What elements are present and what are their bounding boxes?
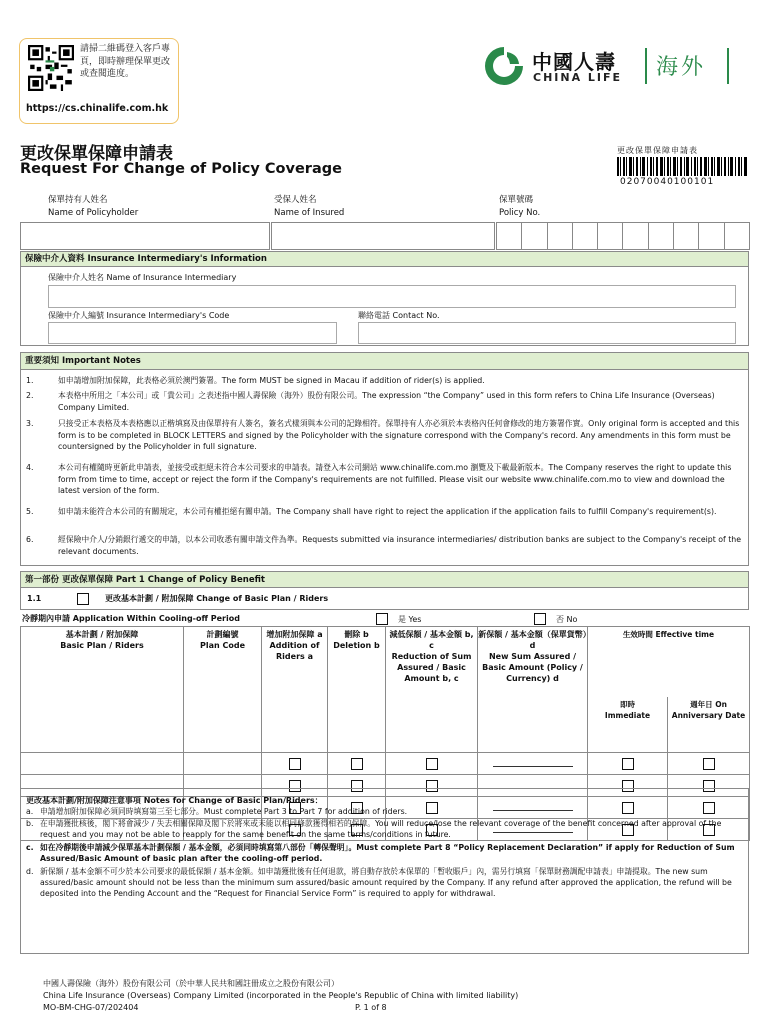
policyholder-label-en: Name of Policyholder [48, 208, 139, 218]
anniversary-checkbox[interactable] [703, 758, 715, 770]
intermediary-code-field[interactable] [48, 322, 337, 344]
footer-company-en: China Life Insurance (Overseas) Company Limited (incorporated in the People's Republic of China with limited liability) [43, 991, 519, 1000]
insured-name-field[interactable] [271, 222, 495, 250]
cooling-off-no-label: 否 No [556, 615, 578, 624]
important-notes-header: 重要須知 Important Notes [20, 352, 749, 370]
important-note-6: 6. 經保險中介人/分銷銀行遞交的申請，以本公司收悉有關申請文件為準。Requests submitted via insurance intermediaries/ distribution banks are subject to the Company's receipt of the relevant documents. [26, 535, 742, 556]
barcode-number: 02070040100101 [620, 177, 715, 187]
part1-subsection-number: 1.1 [27, 594, 42, 603]
form-title-english: Request For Change of Policy Coverage [20, 161, 342, 177]
new-sum-field[interactable] [493, 758, 573, 767]
basic-plan-cell[interactable] [21, 753, 184, 775]
logo-english-text: CHINA LIFE [533, 71, 623, 84]
part1-subsection-row [20, 588, 749, 610]
form-title-chinese: 更改保單保障申請表 [20, 144, 173, 164]
addition-checkbox[interactable] [289, 758, 301, 770]
intermediary-code-label: 保險中介人編號 Insurance Intermediary's Code [48, 311, 230, 320]
contact-no-field[interactable] [358, 322, 736, 344]
col-deletion: 刪除 b Deletion b [328, 627, 386, 753]
policy-number-field[interactable] [496, 222, 750, 250]
contact-no-label: 聯絡電話 Contact No. [358, 311, 440, 320]
important-note-1: 1. 如申請增加附加保障，此表格必須於澳門簽署。The form MUST be signed in Macau if addition of rider(s) is applied. [26, 376, 485, 385]
footer-page-number: P. 1 of 8 [355, 1003, 387, 1012]
part1-section-header: 第一部份 更改保單保障 Part 1 Change of Policy Benefit [20, 571, 749, 588]
insured-label-cn: 受保人姓名 [274, 195, 317, 205]
col-effective-time: 生效時間 Effective time [588, 627, 750, 697]
barcode-icon [617, 157, 747, 176]
col-reduction-sum: 減低保額 / 基本金額 b, c Reduction of Sum Assured / Basic Amount b, c [386, 627, 478, 753]
logo-chinese-text: 中國人壽 [532, 50, 616, 74]
plan-code-cell[interactable] [184, 753, 262, 775]
col-plan-code: 計劃編號 Plan Code [184, 627, 262, 753]
insured-label-en: Name of Insured [274, 208, 345, 218]
col-new-sum: 新保額 / 基本金額（保單貨幣）d New Sum Assured / Basic Amount (Policy / Currency) d [478, 627, 588, 753]
policy-no-label-cn: 保單號碼 [499, 195, 534, 205]
important-note-5: 5. 如申請未能符合本公司的有關規定，本公司有權拒絕有關申請。The Company shall have right to reject the application if the application fails to fulfill Company's requirement(s). [26, 507, 717, 516]
col-anniversary: 週年日 On Anniversary Date [668, 697, 750, 753]
change-note-b: b. 在申請獲批核後，閣下將會減少 / 失去相關保障及閣下於將來或未能以相同條款獲得相若的保障。You will reduce/lose the relevant coverage of the benefit concerned after approval of the request and you may not be able to reapply for the same benefit on the same terms/conditions in future. [26, 819, 722, 839]
footer-form-code: MO-BM-CHG-07/202404 [43, 1003, 139, 1012]
policyholder-name-field[interactable] [20, 222, 270, 250]
deletion-checkbox[interactable] [351, 758, 363, 770]
footer-company-cn: 中國人壽保險（海外）股份有限公司（於中華人民共和國註冊成立之股份有限公司） [43, 979, 339, 988]
logo-divider-right [727, 48, 729, 84]
important-note-4: 4. 本公司有權隨時更新此申請表，並接受或拒絕未符合本公司要求的申請表。請登入本公司網站 www.chinalife.com.mo 瀏覽及下載最新版本。The Company reserves the right to update this form from time to time, accept or reject the form if the Company's requirements are not fulfilled. Please visit our website www.chinalife.com.mo to view and download the latest version of the form. [26, 463, 732, 495]
barcode-label: 更改保單保障申請表 [617, 146, 698, 155]
reduction-checkbox[interactable] [426, 758, 438, 770]
important-note-3: 3. 只接受正本表格及本表格應以正楷填寫及由保單持有人簽名，簽名式樣須與本公司的記錄相符。保單持有人亦必須於本表格內任何會修改的地方簽署作實。Only original form is accepted and this form is to be completed in BLOCK LETTERS and signed by the Policyholder with the signature correspond with the Company's record. Any amendments in this form must be countersigned by the Policyholder in full signature. [26, 419, 740, 451]
col-immediate: 即時 Immediate [588, 697, 668, 753]
logo-divider [645, 48, 647, 84]
intermediary-name-field[interactable] [48, 285, 736, 308]
change-note-d: d. 新保額 / 基本金額不可少於本公司要求的最低保額 / 基本金額。如申請獲批後有任何退款，將自動存放於本保單的「暫收賬戶」內，需另行填寫「保單財務調配申請表」申請提取。The new sum assured/basic amount should not be less than the minimum sum assured/basic amount required by the Company. If any refund after approved the application, the refund will be deposited into the Pending Account and the “Request for Financial Service Form” is required to apply for withdrawal. [26, 867, 732, 898]
cooling-off-no-checkbox[interactable] [534, 613, 546, 625]
policyholder-label-cn: 保單持有人姓名 [48, 195, 108, 205]
important-note-2: 2. 本表格中所用之「本公司」或「貴公司」之表述指中國人壽保險（海外）股份有限公司。The expression “the Company” used in this form refers to China Life Insurance (Overseas) Company Limited. [26, 391, 715, 412]
intermediary-name-label: 保險中介人姓名 Name of Insurance Intermediary [48, 273, 237, 282]
china-life-logo-icon [482, 44, 526, 88]
table-row [21, 753, 750, 775]
qr-code-icon[interactable] [28, 45, 74, 91]
immediate-checkbox[interactable] [622, 758, 634, 770]
logo-overseas-text: 海外 [656, 55, 707, 80]
col-addition-riders: 增加附加保障 a Addition of Riders a [262, 627, 328, 753]
policy-no-label-en: Policy No. [499, 208, 541, 218]
col-basic-plan: 基本計劃 / 附加保障 Basic Plan / Riders [21, 627, 184, 753]
qr-code-panel [19, 38, 179, 124]
change-note-a: a. 申請增加附加保障必須同時填寫第三至七部分。Must complete Part 3 to Part 7 for addition of riders. [26, 807, 408, 816]
customer-portal-link[interactable]: https://cs.chinalife.com.hk [26, 103, 169, 114]
change-basic-plan-label: 更改基本計劃 / 附加保障 Change of Basic Plan / Riders [105, 594, 329, 603]
cooling-off-label: 冷靜期內申請 Application Within Cooling-off Period [22, 614, 240, 623]
cooling-off-yes-checkbox[interactable] [376, 613, 388, 625]
change-note-c: c. 如在冷靜期後申請減少保單基本計劃保額 / 基本金額，必須同時填寫第八部份「轉保聲明」。Must complete Part 8 “Policy Replacement Declaration” if apply for Reduction of Sum Assured/Basic Amount of basic plan after the cooling-off period. [26, 843, 735, 863]
intermediary-section-header: 保險中介人資料 Insurance Intermediary's Information [20, 251, 749, 267]
cooling-off-yes-label: 是 Yes [398, 615, 422, 624]
qr-instruction-text: 請掃二維碼登入客戶專頁，即時辦理保單更改或查閱進度。 [80, 44, 171, 79]
change-notes-header: 更改基本計劃/附加保障注意事項 Notes for Change of Basic Plan/Riders： [26, 796, 323, 805]
change-basic-plan-checkbox[interactable] [77, 593, 89, 605]
